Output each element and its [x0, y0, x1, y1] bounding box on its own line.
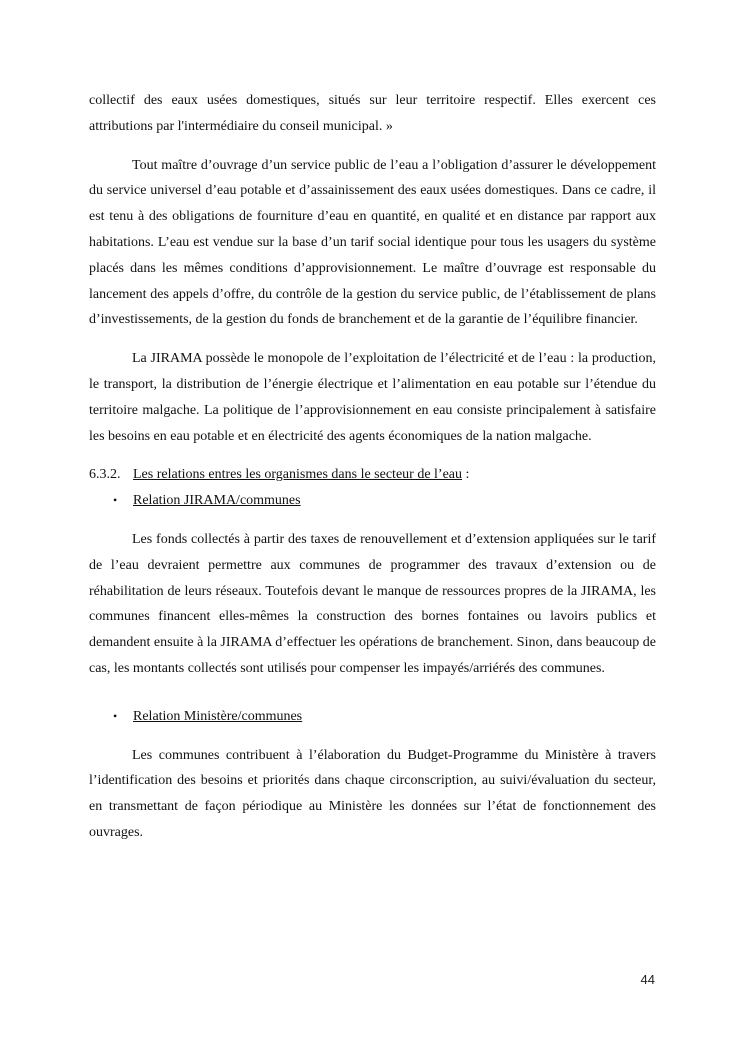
paragraph-continuation: collectif des eaux usées domestiques, situés sur leur territoire respectif. Elles exercent ces attributions par l'intermédiaire du conseil municipal. » — [89, 93, 656, 134]
bullet-item-ministere-communes — [89, 704, 656, 730]
paragraph-maitre-ouvrage: Tout maître d’ouvrage d’un service public de l’eau a l’obligation d’assurer le développement du service universel d’eau potable et d’assainissement des eaux usées domestiques. Dans ce cadre, il est tenu à des obligations de fourniture d’eau en quantité, en qualité et en distance par rapport aux habitations. L’eau est vendue sur la base d’un tarif social identique pour tous les usagers du système placés dans les mêmes conditions d’approvisionnement. Le maître d’ouvrage est responsable du lancement des appels d’offre, du contrôle de la gestion du service public, de l’établissement de plans d’investissements, de la gestion du fonds de branchement et de la garantie de l’équilibre financier. — [89, 157, 656, 328]
paragraph-jirama-monopole: La JIRAMA possède le monopole de l’exploitation de l’électricité et de l’eau : la production, le transport, la distribution de l’énergie électrique et l’alimentation en eau potable sur l’étendue du territoire malgache. La politique de l’approvisionnement en eau consiste principalement à satisfaire les besoins en eau potable et en électricité des agents économiques de la nation malgache. — [89, 351, 656, 444]
page-number: 44 — [640, 972, 655, 987]
bullet-icon: • — [113, 493, 118, 508]
bullet-icon: • — [113, 708, 118, 723]
section-title-suffix: : — [462, 467, 470, 483]
bullet-item-jirama-communes — [89, 488, 656, 514]
section-heading — [89, 462, 656, 488]
bullet-label: Relation Ministère/communes — [133, 708, 303, 724]
section-number: 6.3.2. — [89, 467, 121, 483]
paragraph-fonds-collectes: Les fonds collectés à partir des taxes de renouvellement et d’extension appliquées sur le tarif de l’eau devraient permettre aux communes de programmer des travaux d’extension ou de réhabilitation de leurs réseaux. Toutefois devant le manque de ressources propres de la JIRAMA, les communes financent elles-mêmes la construction des bornes fontaines ou lavoirs publics et demandent ensuite à la JIRAMA d’effectuer les opérations de branchement. Sinon, dans beaucoup de cas, les montants collectés sont utilisés pour compenser les impayés/arriérés des communes. — [89, 531, 656, 676]
bullet-label: Relation JIRAMA/communes — [133, 493, 301, 509]
document-page — [89, 88, 656, 846]
paragraph-communes-contribuent: Les communes contribuent à l’élaboration du Budget-Programme du Ministère à travers l’identification des besoins et priorités dans chaque circonscription, au suivi/évaluation du secteur, en transmettant de façon périodique au Ministère les données sur l’état de fonctionnement des ouvrages. — [89, 747, 656, 840]
section-title: Les relations entres les organismes dans le secteur de l’eau — [133, 467, 463, 483]
